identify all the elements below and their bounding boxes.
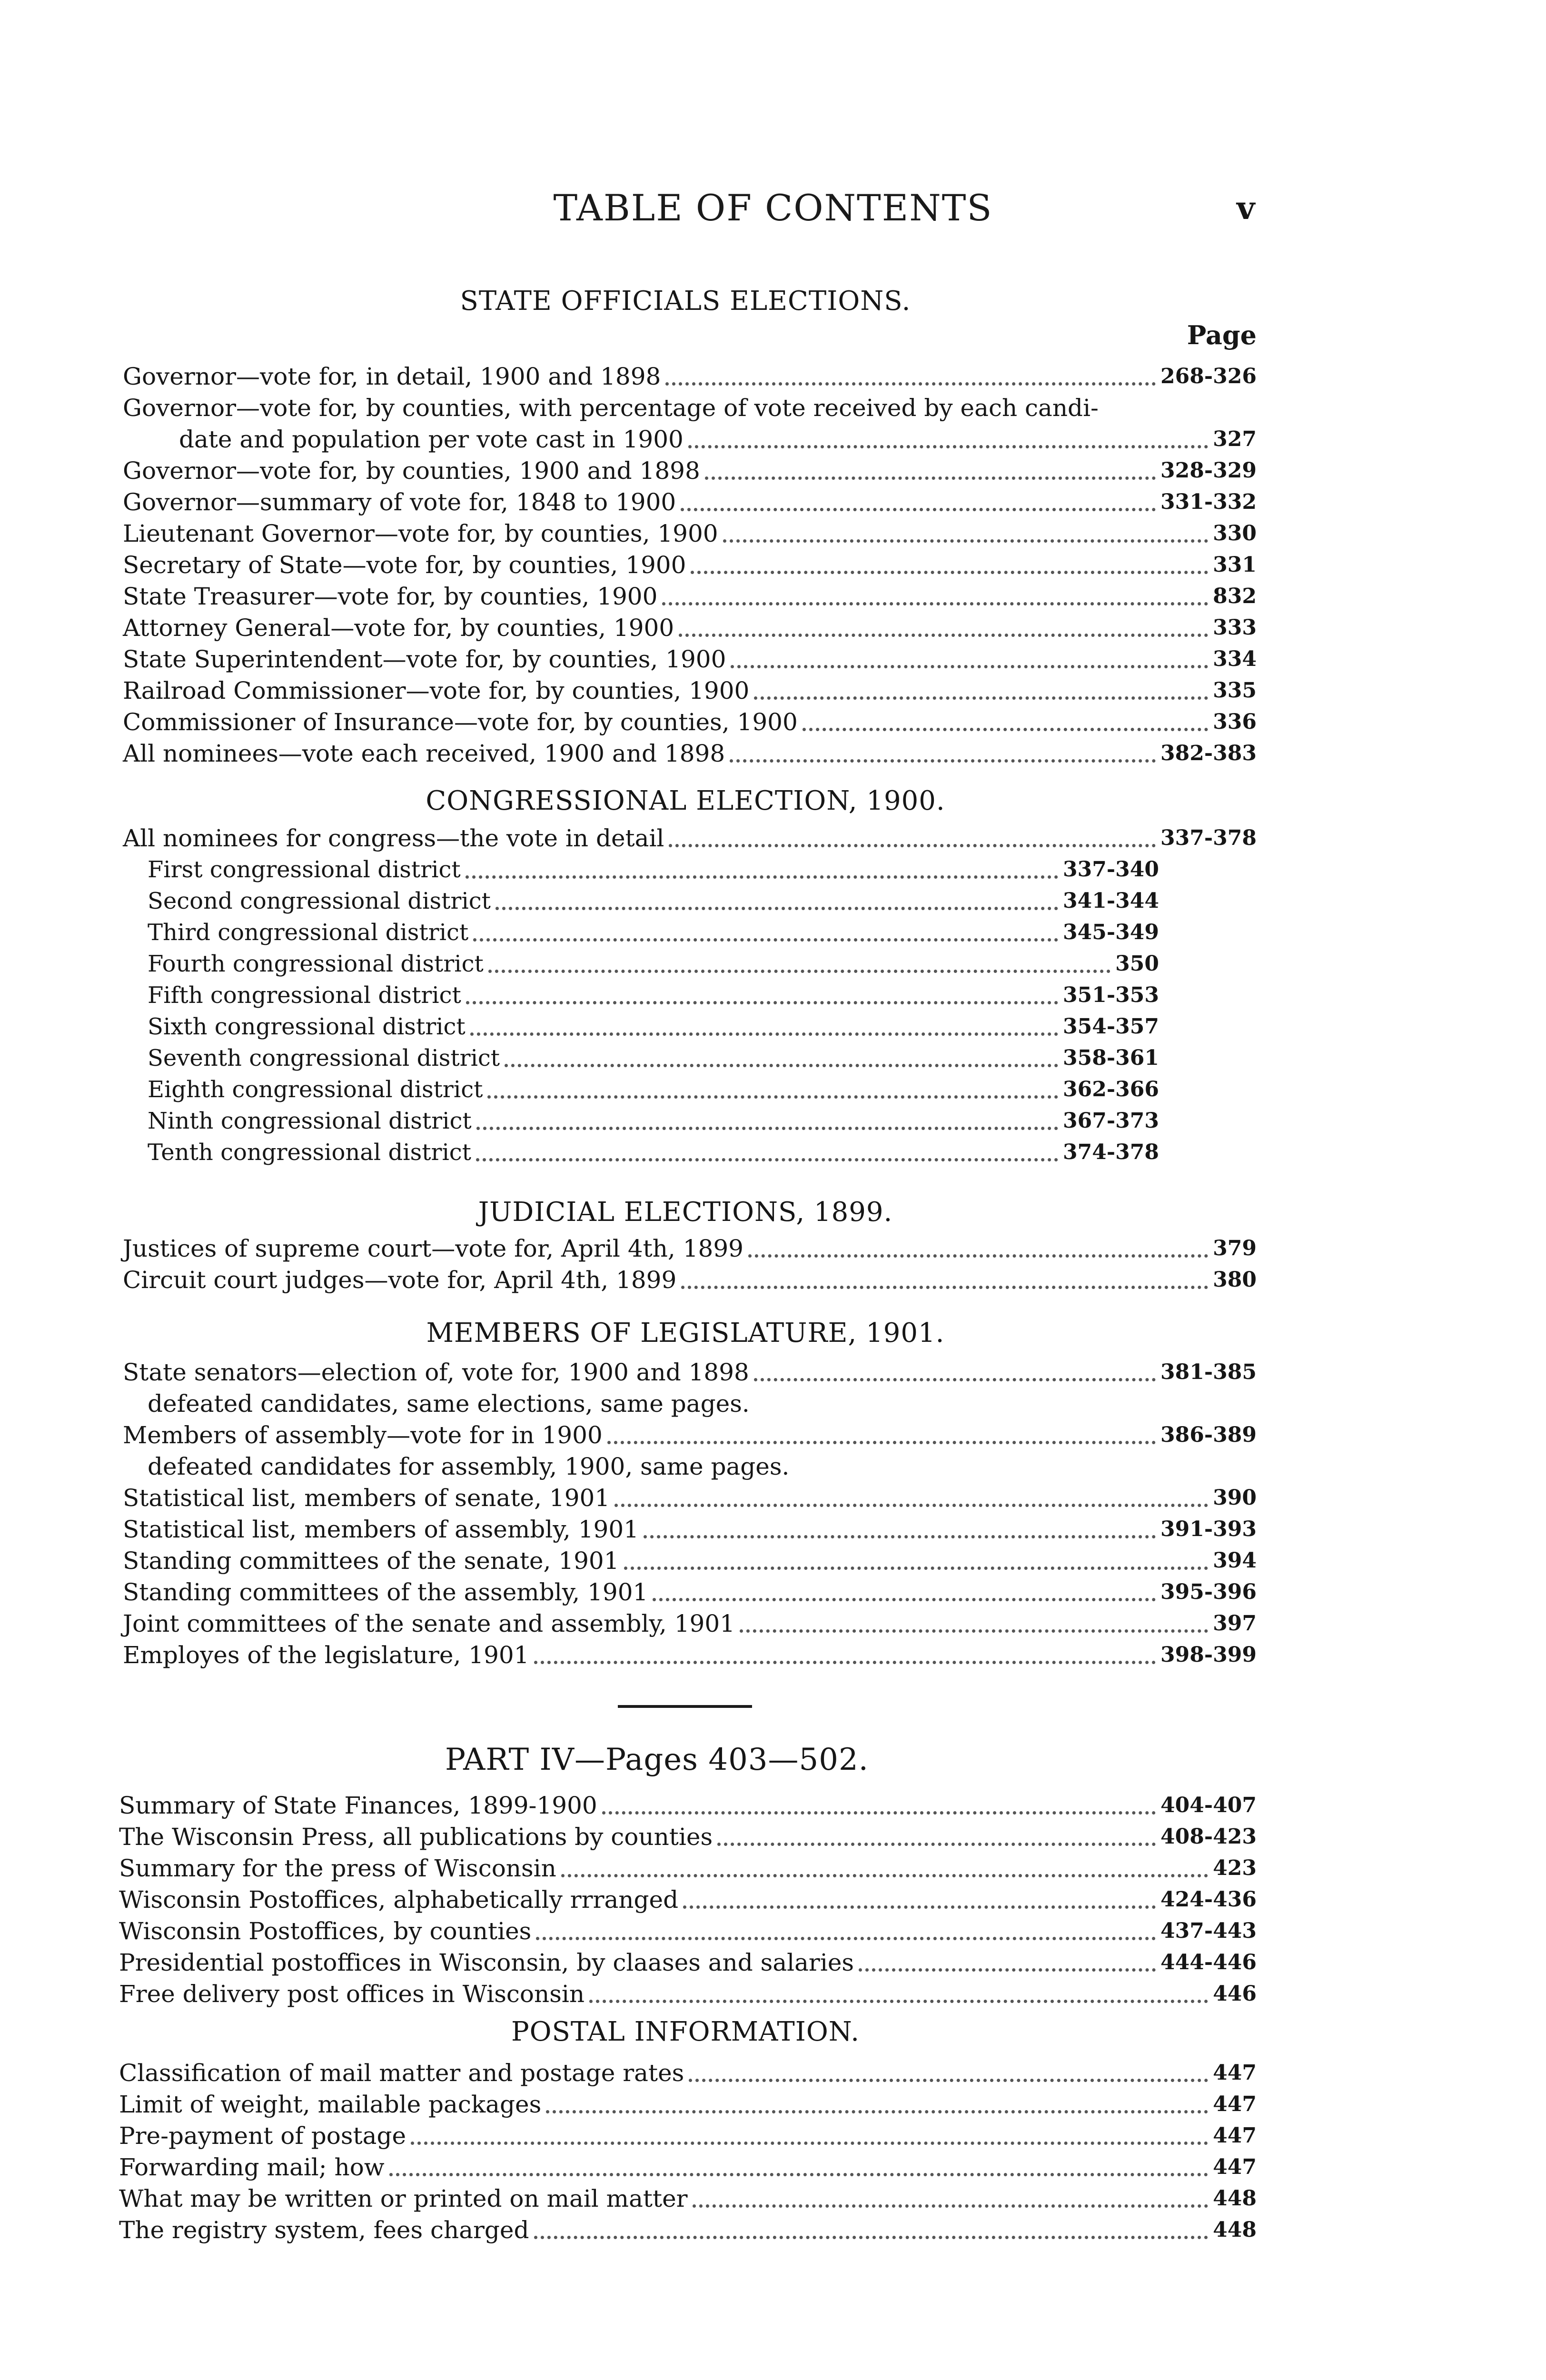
- toc-entry: [123, 1577, 1257, 1608]
- toc-entry-page: 367-373: [1063, 1109, 1159, 1133]
- toc-entry-page: 354-357: [1063, 1014, 1159, 1039]
- toc-entry-page: 334: [1213, 647, 1257, 671]
- toc-entry: [148, 1105, 1159, 1137]
- toc-entry-label: Circuit court judges—vote for, April 4th, 1899: [123, 1266, 677, 1294]
- dot-leader: [683, 1897, 1156, 1909]
- toc-entry: [123, 1482, 1257, 1514]
- dot-leader: [473, 930, 1058, 942]
- toc-entry: [119, 2057, 1257, 2089]
- section-heading-legislature: MEMBERS OF LEGISLATURE, 1901.: [426, 1318, 945, 1349]
- toc-entry-label: Seventh congressional district: [148, 1045, 500, 1071]
- toc-entry-label: Employes of the legislature, 1901: [123, 1641, 529, 1669]
- toc-entry-label: Railroad Commissioner—vote for, by counties, 1900: [123, 677, 750, 704]
- dot-leader: [470, 1024, 1058, 1036]
- toc-entry: [123, 675, 1257, 706]
- toc-entry: [148, 948, 1159, 980]
- toc-entry: [123, 1233, 1257, 1264]
- toc-entry-page: 336: [1213, 710, 1257, 734]
- toc-entry: [148, 1011, 1159, 1042]
- toc-entry-page: 437-443: [1160, 1919, 1257, 1943]
- toc-entry-label: The Wisconsin Press, all publications by counties: [119, 1823, 713, 1851]
- toc-entry: [123, 361, 1257, 392]
- toc-entry-label: Tenth congressional district: [148, 1139, 471, 1166]
- toc-entry: [123, 1545, 1257, 1577]
- dot-leader: [665, 374, 1156, 386]
- toc-entry-label: Classification of mail matter and postage rates: [119, 2059, 684, 2087]
- dot-leader: [476, 1150, 1058, 1161]
- toc-entry-page: 408-423: [1160, 1825, 1257, 1849]
- toc-entry-label: Wisconsin Postoffices, alphabetically rrranged: [119, 1886, 679, 1914]
- page-column-heading: Page: [1187, 320, 1257, 350]
- toc-entry-page: 330: [1213, 521, 1257, 545]
- dot-leader: [681, 499, 1156, 511]
- toc-entry-page: 386-389: [1160, 1423, 1257, 1447]
- toc-entry-label: Statistical list, members of senate, 1901: [123, 1484, 610, 1512]
- toc-entry-note: defeated candidates, same elections, same pages.: [148, 1390, 750, 1418]
- toc-entry-label: Commissioner of Insurance—vote for, by counties, 1900: [123, 708, 798, 736]
- toc-entry-page: 382-383: [1160, 741, 1257, 765]
- toc-entry-page: 398-399: [1160, 1643, 1257, 1667]
- toc-entry-page: 381-385: [1160, 1360, 1257, 1384]
- toc-entry-page: 447: [1213, 2155, 1257, 2179]
- toc-entry-page: 390: [1213, 1486, 1257, 1510]
- dot-leader: [607, 1432, 1156, 1444]
- toc-entry-label: Governor—vote for, by counties, 1900 and 1898: [123, 457, 700, 485]
- toc-entry-label: First congressional district: [148, 856, 461, 883]
- part-iv-heading: PART IV—Pages 403—502.: [445, 1742, 869, 1777]
- dot-leader: [691, 562, 1208, 574]
- toc-entry: [123, 455, 1257, 486]
- toc-entry-label: Forwarding mail; how: [119, 2153, 385, 2181]
- toc-entry-page: 397: [1213, 1611, 1257, 1636]
- toc-entry: [123, 486, 1257, 518]
- toc-entry-page: 335: [1213, 678, 1257, 703]
- dot-leader: [466, 992, 1058, 1004]
- toc-entry: [119, 2120, 1257, 2152]
- dot-leader: [624, 1558, 1209, 1570]
- dot-leader: [536, 1928, 1156, 1940]
- toc-entry: [123, 1639, 1257, 1671]
- toc-entry: [148, 1074, 1159, 1105]
- toc-entry-label: Limit of weight, mailable packages: [119, 2091, 542, 2118]
- toc-entry-label: Members of assembly—vote for in 1900: [123, 1421, 603, 1449]
- dot-leader: [505, 1055, 1058, 1067]
- dot-leader: [496, 898, 1058, 910]
- toc-entry: [123, 823, 1257, 854]
- toc-entry: [123, 1514, 1257, 1545]
- toc-entry-label: All nominees—vote each received, 1900 and 1898: [123, 740, 725, 767]
- toc-entry-label: Attorney General—vote for, by counties, 1900: [123, 614, 674, 642]
- toc-entry-page: 350: [1115, 952, 1159, 976]
- toc-entry: [148, 917, 1159, 948]
- toc-entry: [123, 612, 1257, 644]
- toc-entry-label: State senators—election of, vote for, 1900 and 1898: [123, 1359, 749, 1386]
- toc-entry-label: Governor—summary of vote for, 1848 to 1900: [123, 488, 676, 516]
- dot-leader: [754, 1369, 1156, 1381]
- toc-entry-page: 394: [1213, 1548, 1257, 1573]
- toc-entry-label: Third congressional district: [148, 919, 469, 946]
- toc-entry: [123, 518, 1257, 549]
- toc-entry-label: Ninth congressional district: [148, 1108, 472, 1134]
- toc-entry-label: Standing committees of the senate, 1901: [123, 1547, 619, 1575]
- section-heading-state-officials: STATE OFFICIALS ELECTIONS.: [460, 286, 911, 317]
- toc-entry-label: Justices of supreme court—vote for, April 4th, 1899: [123, 1235, 743, 1262]
- toc-entry: [123, 581, 1257, 612]
- toc-entry-label: Governor—vote for, by counties, with percentage of vote received by each candi-: [123, 394, 1099, 422]
- toc-entry: [123, 706, 1257, 738]
- toc-entry: [123, 1419, 1257, 1451]
- toc-entry-page: 327: [1213, 427, 1257, 451]
- toc-entry-label: Lieutenant Governor—vote for, by counties, 1900: [123, 520, 718, 547]
- toc-entry-page: 331: [1213, 553, 1257, 577]
- dot-leader: [717, 1834, 1156, 1846]
- toc-entry: [123, 738, 1257, 769]
- toc-entry-label: Second congressional district: [148, 888, 491, 914]
- dot-leader: [705, 468, 1156, 480]
- toc-entry-label: Summary for the press of Wisconsin: [119, 1854, 556, 1882]
- toc-entry-page: 268-326: [1160, 364, 1257, 388]
- toc-entry: [148, 854, 1159, 885]
- dot-leader: [731, 656, 1208, 668]
- toc-entry-page: 374-378: [1063, 1140, 1159, 1164]
- dot-leader: [389, 2164, 1209, 2176]
- dot-leader: [466, 867, 1058, 879]
- toc-entry-page: 351-353: [1063, 983, 1159, 1007]
- toc-entry-page: 331-332: [1160, 490, 1257, 514]
- toc-entry-page: 362-366: [1063, 1077, 1159, 1101]
- toc-entry-label: Statistical list, members of assembly, 1901: [123, 1516, 639, 1543]
- toc-entry-label: Free delivery post offices in Wisconsin: [119, 1980, 585, 2008]
- toc-entry-label: Pre-payment of postage: [119, 2122, 406, 2150]
- toc-entry-page: 380: [1213, 1268, 1257, 1292]
- dot-leader: [653, 1589, 1156, 1601]
- toc-entry-page: 424-436: [1160, 1887, 1257, 1912]
- toc-entry-page: 423: [1213, 1856, 1257, 1880]
- toc-entry-page: 404-407: [1160, 1793, 1257, 1817]
- dot-leader: [561, 1865, 1208, 1877]
- dot-leader: [669, 835, 1156, 847]
- toc-entry-label: date and population per vote cast in 1900: [179, 426, 684, 453]
- dot-leader: [662, 594, 1208, 605]
- dot-leader: [740, 1621, 1208, 1633]
- dot-leader: [859, 1960, 1156, 1972]
- toc-entry-label: All nominees for congress—the vote in detail: [123, 824, 664, 852]
- dot-leader: [754, 688, 1208, 700]
- toc-entry: [119, 2214, 1257, 2246]
- dot-leader: [411, 2133, 1208, 2145]
- toc-entry-note: defeated candidates for assembly, 1900, same pages.: [148, 1453, 790, 1480]
- toc-entry-label: Eighth congressional district: [148, 1076, 483, 1103]
- toc-entry-page: 448: [1213, 2186, 1257, 2211]
- dot-leader: [689, 2070, 1208, 2082]
- toc-entry: [123, 1608, 1257, 1639]
- toc-entry: [119, 2152, 1257, 2183]
- dot-leader: [803, 719, 1208, 731]
- toc-entry-page: 328-329: [1160, 458, 1257, 483]
- dot-leader: [614, 1495, 1208, 1507]
- toc-entry-label: Secretary of State—vote for, by counties, 1900: [123, 551, 686, 579]
- section-divider-rule: [618, 1705, 752, 1708]
- dot-leader: [602, 1803, 1156, 1815]
- toc-entry: [119, 1821, 1257, 1853]
- toc-entry-label: Sixth congressional district: [148, 1013, 466, 1040]
- dot-leader: [730, 751, 1156, 763]
- dot-leader: [546, 2102, 1208, 2113]
- dot-leader: [681, 1277, 1208, 1289]
- toc-entry-label: Governor—vote for, in detail, 1900 and 1898: [123, 363, 661, 390]
- toc-entry-label: The registry system, fees charged: [119, 2216, 529, 2244]
- toc-entry-page: 444-446: [1160, 1950, 1257, 1974]
- toc-entry: [179, 424, 1257, 455]
- toc-entry-page: 333: [1213, 615, 1257, 640]
- toc-entry-page: 345-349: [1063, 920, 1159, 944]
- toc-entry: [119, 1947, 1257, 1978]
- section-heading-judicial: JUDICIAL ELECTIONS, 1899.: [478, 1197, 893, 1228]
- toc-entry-page: 337-340: [1063, 857, 1159, 882]
- toc-entry-label: Summary of State Finances, 1899-1900: [119, 1792, 597, 1819]
- dot-leader: [487, 1087, 1058, 1099]
- dot-leader: [589, 1991, 1208, 2003]
- toc-entry: [119, 1915, 1257, 1947]
- dot-leader: [644, 1527, 1156, 1538]
- toc-entry: [119, 2183, 1257, 2214]
- toc-entry-page: 447: [1213, 2092, 1257, 2116]
- toc-entry-page: 337-378: [1160, 826, 1257, 850]
- dot-leader: [679, 625, 1208, 637]
- toc-entry: [148, 980, 1159, 1011]
- toc-entry-label: What may be written or printed on mail matter: [119, 2185, 688, 2212]
- toc-entry-page: 341-344: [1063, 889, 1159, 913]
- dot-leader: [693, 2196, 1209, 2208]
- toc-entry-page: 448: [1213, 2218, 1257, 2242]
- page-header-title: TABLE OF CONTENTS: [553, 187, 993, 229]
- toc-entry: [123, 644, 1257, 675]
- toc-entry-page: 395-396: [1160, 1580, 1257, 1604]
- toc-entry: [123, 1357, 1257, 1388]
- dot-leader: [534, 1652, 1156, 1664]
- dot-leader: [748, 1246, 1208, 1258]
- toc-entry-page: 832: [1213, 584, 1257, 608]
- toc-entry: [123, 1264, 1257, 1296]
- section-heading-postal: POSTAL INFORMATION.: [511, 2016, 860, 2047]
- toc-entry-label: Presidential postoffices in Wisconsin, by claases and salaries: [119, 1949, 854, 1976]
- toc-entry: [119, 1978, 1257, 2010]
- toc-entry-page: 446: [1213, 1982, 1257, 2006]
- toc-entry: [148, 1137, 1159, 1168]
- toc-entry: [119, 1853, 1257, 1884]
- dot-leader: [723, 531, 1209, 543]
- toc-entry-page: 379: [1213, 1236, 1257, 1260]
- toc-entry-label: Fifth congressional district: [148, 982, 461, 1009]
- toc-entry-page: 391-393: [1160, 1517, 1257, 1541]
- toc-entry-page: 447: [1213, 2123, 1257, 2148]
- dot-leader: [534, 2227, 1209, 2239]
- toc-entry: [148, 885, 1159, 917]
- toc-entry: [119, 2089, 1257, 2120]
- toc-entry-label: Standing committees of the assembly, 1901: [123, 1578, 648, 1606]
- toc-entry-label: State Treasurer—vote for, by counties, 1900: [123, 583, 658, 610]
- page-number: v: [1237, 189, 1255, 227]
- toc-entry-label: Joint committees of the senate and assembly, 1901: [123, 1610, 735, 1637]
- dot-leader: [476, 1118, 1058, 1130]
- dot-leader: [488, 961, 1110, 973]
- toc-entry-label: Fourth congressional district: [148, 951, 484, 977]
- toc-entry-page: 358-361: [1063, 1046, 1159, 1070]
- section-heading-congressional: CONGRESSIONAL ELECTION, 1900.: [426, 785, 945, 816]
- toc-entry: [148, 1042, 1159, 1074]
- toc-entry-label: Wisconsin Postoffices, by counties: [119, 1917, 532, 1945]
- toc-entry: [119, 1884, 1257, 1915]
- toc-entry: [123, 549, 1257, 581]
- toc-entry-label: State Superintendent—vote for, by counties, 1900: [123, 645, 726, 673]
- toc-entry: [119, 1790, 1257, 1821]
- toc-entry-page: 447: [1213, 2061, 1257, 2085]
- dot-leader: [688, 436, 1208, 448]
